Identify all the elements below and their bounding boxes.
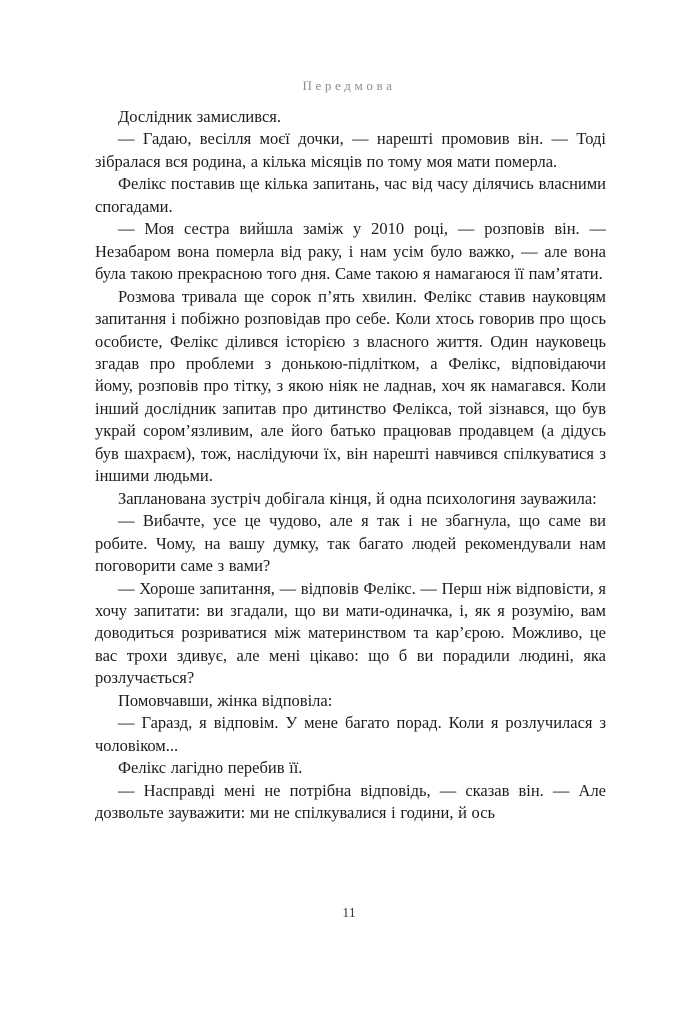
paragraph: Фелікс поставив ще кілька запитань, час від часу ділячись власними спогадами. <box>95 174 606 216</box>
paragraph: Запланована зустріч добігала кінця, й одна психологиня зауважила: <box>118 488 597 508</box>
paragraph: — Насправді мені не потрібна відповідь, — сказав він. — Але дозвольте зауважити: ми не спілкувалися і години, й ось <box>95 780 606 823</box>
paragraph: Дослідник замислився. <box>118 107 281 126</box>
paragraph: — Хороше запитання, — відповів Фелікс. — Перш ніж відповісти, я хочу запитати: ви згадали, що ви мати-одиначка, і, як я розумію, вам доводиться розриватися між материнством та кар’єрою. Можливо, це вас трохи здивує, але мені цікаво: що б ви порадили людині, яка розлучається? <box>95 578 606 688</box>
paragraph: — Гадаю, весілля моєї дочки, — нарешті промовив він. — Тоді зібралася вся родина, а кілька місяців по тому моя мати померла. <box>95 129 606 171</box>
paragraph: Розмова тривала ще сорок п’ять хвилин. Фелікс ставив науковцям запитання і побіжно розповідав про себе. Коли хтось говорив про щось особисте, Фелікс ділився історією з власного життя. Один науковець згадав про проблеми з донькою-підлітком, а Фелікс, відповідаючи йому, розповів про тітку, з якою ніяк не ладнав, хоч як намагався. Коли інший дослідник запитав про дитинство Фелікса, той зізнався, що був украй сором’язливим, але його батько працював продавцем (а дідусь був шахраєм), тож, наслідуючи їх, він нарешті навчився спілкуватися з іншими людьми. <box>95 286 606 486</box>
paragraph: — Моя сестра вийшла заміж у 2010 році, — розповів він. — Незабаром вона померла від раку, і нам усім було важко, — але вона була такою прекрасною того дня. Саме такою я намагаюся її пам’ятати. <box>95 219 606 284</box>
paragraph: — Вибачте, усе це чудово, але я так і не збагнула, що саме ви робите. Чому, на вашу думку, так багато людей рекомендували нам поговорити саме з вами? <box>95 511 606 576</box>
page-number: 11 <box>342 906 356 921</box>
paragraph: Помовчавши, жінка відповіла: <box>118 690 333 710</box>
paragraph: Фелікс лагідно перебив її. <box>118 758 303 778</box>
body-text-block <box>95 106 606 902</box>
paragraph: — Гаразд, я відповім. У мене багато порад. Коли я розлучилася з чоловіком... <box>95 713 606 755</box>
chapter-running-head: Передмова <box>302 78 396 93</box>
